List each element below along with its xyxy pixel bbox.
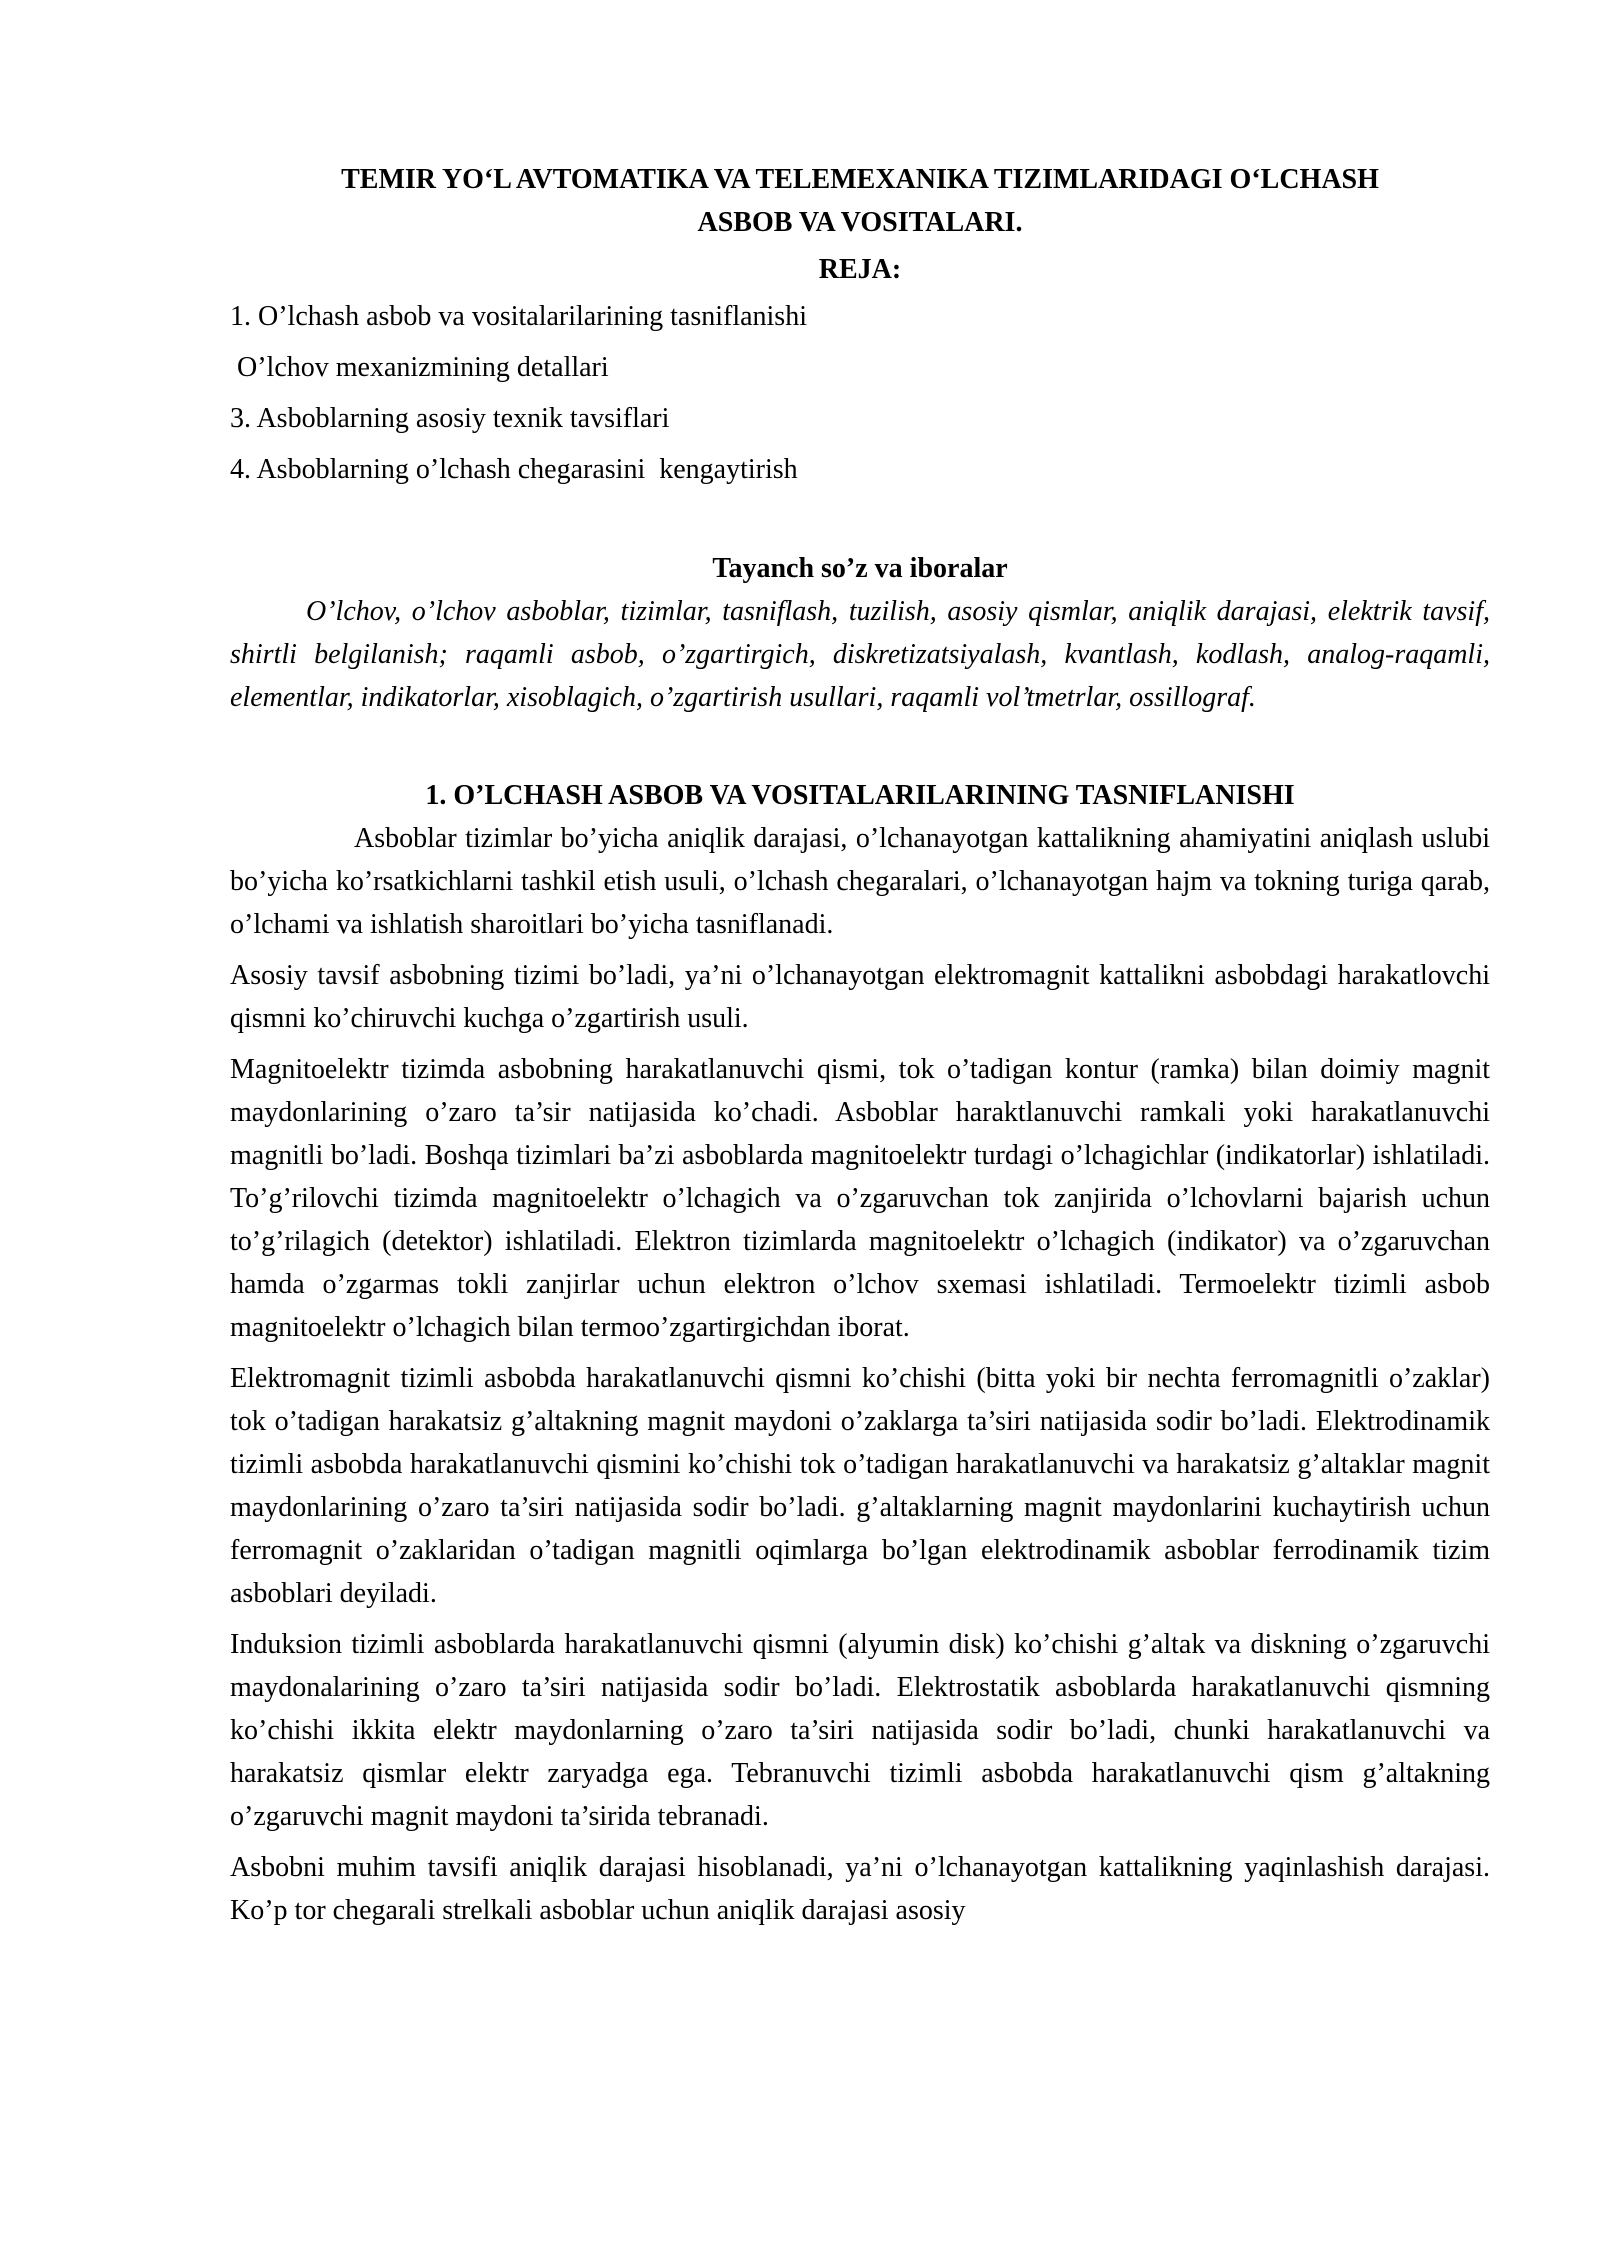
plan-heading: REJA: [818, 254, 902, 285]
document-title-line-2: ASBOB VA VOSITALARI. [697, 207, 1023, 238]
plan-item: O’lchov mexanizmining detallari [230, 352, 609, 383]
body-paragraph: Magnitoelektr tizimda asbobning harakatlanuvchi qismi, tok o’tadigan kontur (ramka) bilan doimiy magnit maydonlarining o’zaro ta’sir natijasida ko’chadi. Asboblar haraktlanuvchi ramkali yoki harakatlanuvchi magnitli bo’ladi. Boshqa tizimlari ba’zi asboblarda magnitoelektr turdagi o’lchagichlar (indikatorlar) ishlatiladi. To’g’rilovchi tizimda magnitoelektr o’lchagich va o’zgaruvchan tok zanjirida o’lchovlarni bajarish uchun to’g’rilagich (detektor) ishlatiladi. Elektron tizimlarda magnitoelektr o’lchagich (indikator) va o’zgaruvchan hamda o’zgarmas tokli zanjirlar uchun elektron o’lchov sxemasi ishlatiladi. Termoelektr tizimli asbob magnitoelektr o’lchagich bilan termoo’zgartirgichdan iborat. [230, 1054, 1490, 1343]
body-paragraph: Elektromagnit tizimli asbobda harakatlanuvchi qismni ko’chishi (bitta yoki bir nechta ferromagnitli o’zaklar) tok o’tadigan harakatsiz g’altakning magnit maydoni o’zaklarga ta’siri natijasida sodir bo’ladi. Elektrodinamik tizimli asbobda harakatlanuvchi qismini ko’chishi tok o’tadigan harakatlanuvchi va harakatsiz g’altaklar magnit maydonlarining o’zaro ta’siri natijasida sodir bo’ladi. g’altaklarning magnit maydonlarini kuchaytirish uchun ferromagnit o’zaklaridan o’tadigan magnitli oqimlarga bo’lgan elektrodinamik asboblar ferrodinamik tizim asboblari deyiladi. [230, 1363, 1490, 1609]
document-title-line-1: TEMIR YO‘L AVTOMATIKA VA TELEMEXANIKA TIZIMLARIDAGI O‘LCHASH [341, 164, 1379, 195]
plan-item: 3. Asboblarning asosiy texnik tavsiflari [230, 403, 670, 434]
plan-item: 1. O’lchash asbob va vositalarilarining tasniflanishi [230, 301, 807, 332]
keywords-heading: Tayanch so’z va iboralar [712, 553, 1008, 584]
plan-item: 4. Asboblarning o’lchash chegarasini kengaytirish [230, 454, 798, 485]
body-paragraph: Asboblar tizimlar bo’yicha aniqlik darajasi, o’lchanayotgan kattalikning ahamiyatini aniqlash uslubi bo’yicha ko’rsatkichlarni tashkil etish usuli, o’lchash chegaralari, o’lchanayotgan hajm va tokning turiga qarab, o’lchami va ishlatish sharoitlari bo’yicha tasniflanadi. [230, 823, 1490, 940]
keywords-paragraph: O’lchov, o’lchov asboblar, tizimlar, tasniflash, tuzilish, asosiy qismlar, aniqlik darajasi, elektrik tavsif, shirtli belgilanish; raqamli asbob, o’zgartirgich, diskretizatsiyalash, kvantlash, kodlash, analog-raqamli, elementlar, indikatorlar, xisoblagich, o’zgartirish usullari, raqamli vol’tmetrlar, ossillograf. [230, 596, 1490, 713]
chapter-heading: 1. O’LCHASH ASBOB VA VOSITALARILARINING TASNIFLANISHI [425, 780, 1295, 811]
document-title [230, 158, 1490, 244]
body-paragraph: Induksion tizimli asboblarda harakatlanuvchi qismni (alyumin disk) ko’chishi g’altak va diskning o’zgaruvchi maydonalarining o’zaro ta’siri natijasida sodir bo’ladi. Elektrostatik asboblarda harakatlanuvchi qismning ko’chishi ikkita elektr maydonlarning o’zaro ta’siri natijasida sodir bo’ladi, chunki harakatlanuvchi va harakatsiz qismlar elektr zaryadga ega. Tebranuvchi tizimli asbobda harakatlanuvchi qism g’altakning o’zgaruvchi magnit maydoni ta’sirida tebranadi. [230, 1629, 1490, 1832]
body-paragraph: Asbobni muhim tavsifi aniqlik darajasi hisoblanadi, ya’ni o’lchanayotgan kattalikning yaqinlashish darajasi. Ko’p tor chegarali strelkali asboblar uchun aniqlik darajasi asosiy [230, 1852, 1490, 1926]
plan-list [230, 291, 1490, 495]
document-page [230, 158, 1490, 1940]
body-paragraph: Asosiy tavsif asbobning tizimi bo’ladi, ya’ni o’lchanayotgan elektromagnit kattalikni asbobdagi harakatlovchi qismni ko’chiruvchi kuchga o’zgartirish usuli. [230, 960, 1490, 1034]
